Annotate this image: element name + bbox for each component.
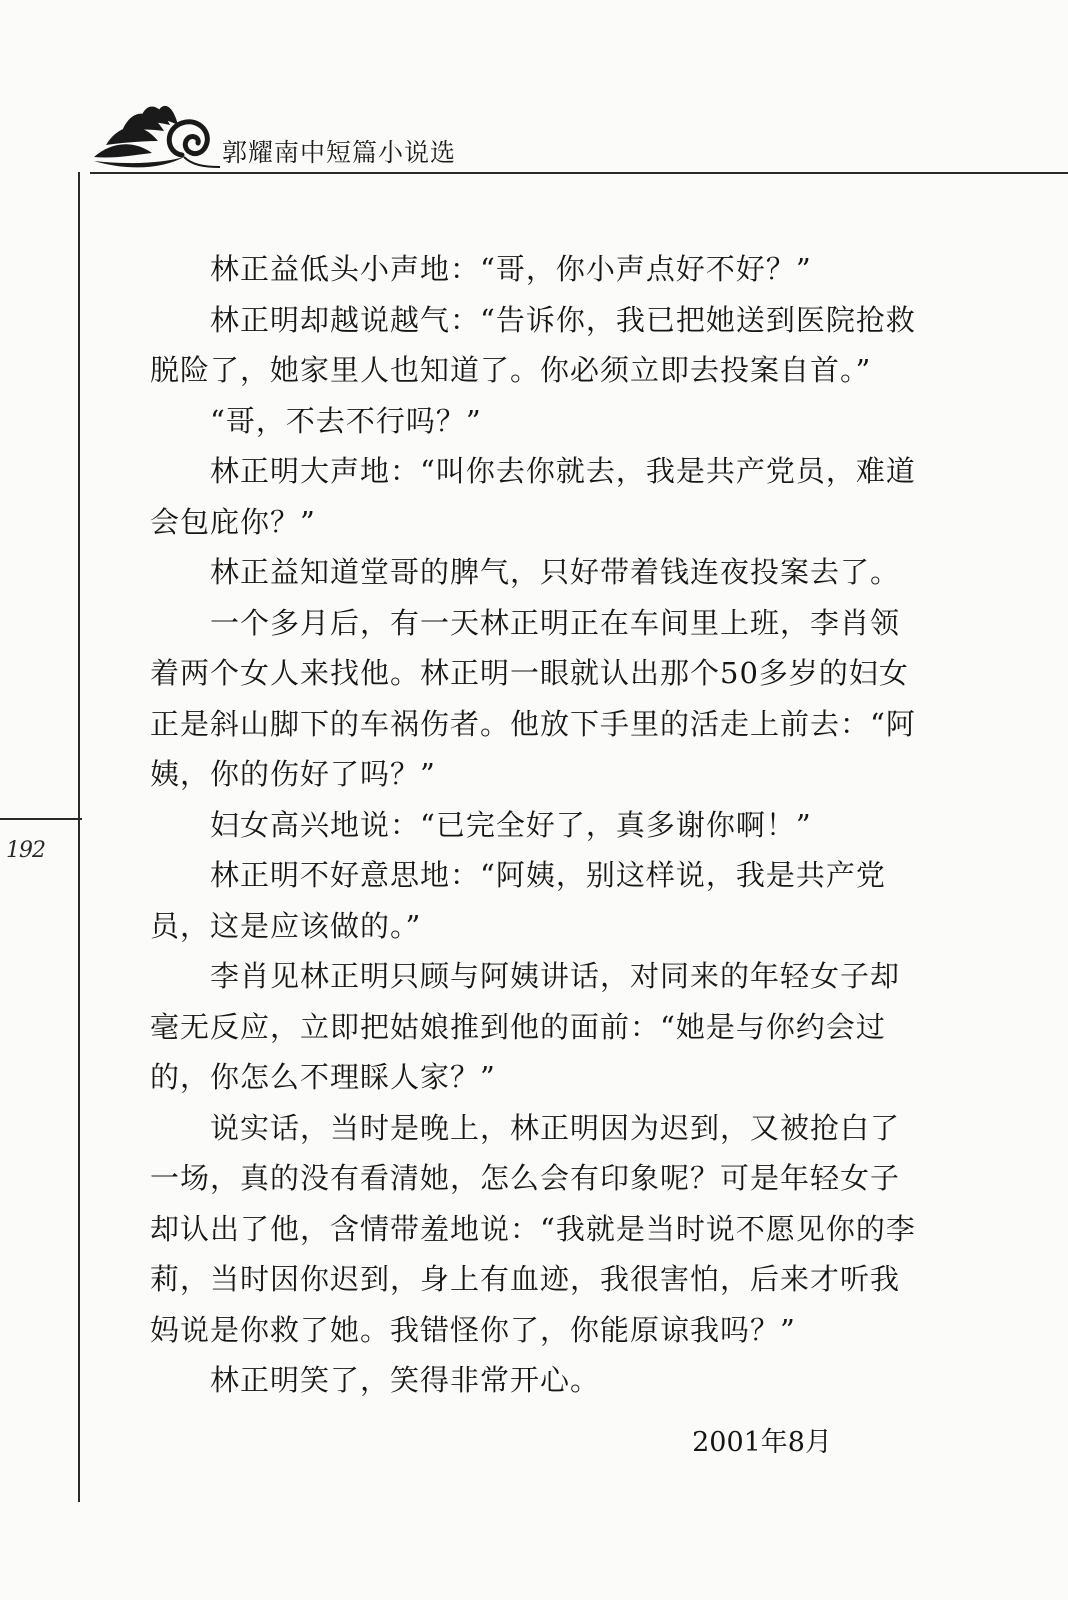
paragraph: 林正明笑了，笑得非常开心。 [210,1363,601,1397]
margin-page-number-line [0,818,82,820]
paragraph: 妇女高兴地说：“已完全好了，真多谢你啊！” [210,807,812,842]
page-header [0,95,1068,175]
page-number: 192 [6,838,45,863]
paragraph: 林正明不好意思地：“阿姨，别这样说，我是共产党员，这是应该做的。” [150,858,886,943]
paragraph: 一个多月后，有一天林正明正在车间里上班，李肖领着两个女人来找他。林正明一眼就认出那个50多岁的妇女正是斜山脚下的车祸伤者。他放下手里的活走上前去：“阿姨，你的伤好了吗？” [150,605,916,791]
paragraph: 林正明大声地：“叫你去你就去，我是共产党员，难道会包庇你？” [150,454,916,539]
paragraph: 林正明却越说越气：“告诉你，我已把她送到医院抢救脱险了，她家里人也知道了。你必须立即去投案自首。” [150,302,916,387]
left-frame-line [78,172,80,1502]
paragraph: 林正益知道堂哥的脾气，只好带着钱连夜投案去了。 [210,555,901,589]
body-text [150,244,920,1406]
paragraph: 说实话，当时是晚上，林正明因为迟到，又被抢白了一场，真的没有看清她，怎么会有印象呢？可是年轻女子却认出了他，含情带羞地说：“我就是当时说不愿见你的李莉，当时因你迟到，身上有血迹，我很害怕，后来才听我妈说是你救了她。我错怪你了，你能原谅我吗？” [150,1110,916,1347]
paragraph: 李肖见林正明只顾与阿姨讲话，对同来的年轻女子却毫无反应，立即把姑娘推到他的面前：“她是与你约会过的，你怎么不理睬人家？” [150,959,901,1094]
paragraph: “哥，不去不行吗？” [210,403,482,438]
paragraph: 林正益低头小声地：“哥，你小声点好不好？” [210,252,812,286]
top-frame-line [90,172,1068,174]
date-line: 2001年8月 [692,1427,832,1458]
swirl-ornament-icon [92,95,224,175]
book-title: 郭耀南中短篇小说选 [222,138,457,167]
